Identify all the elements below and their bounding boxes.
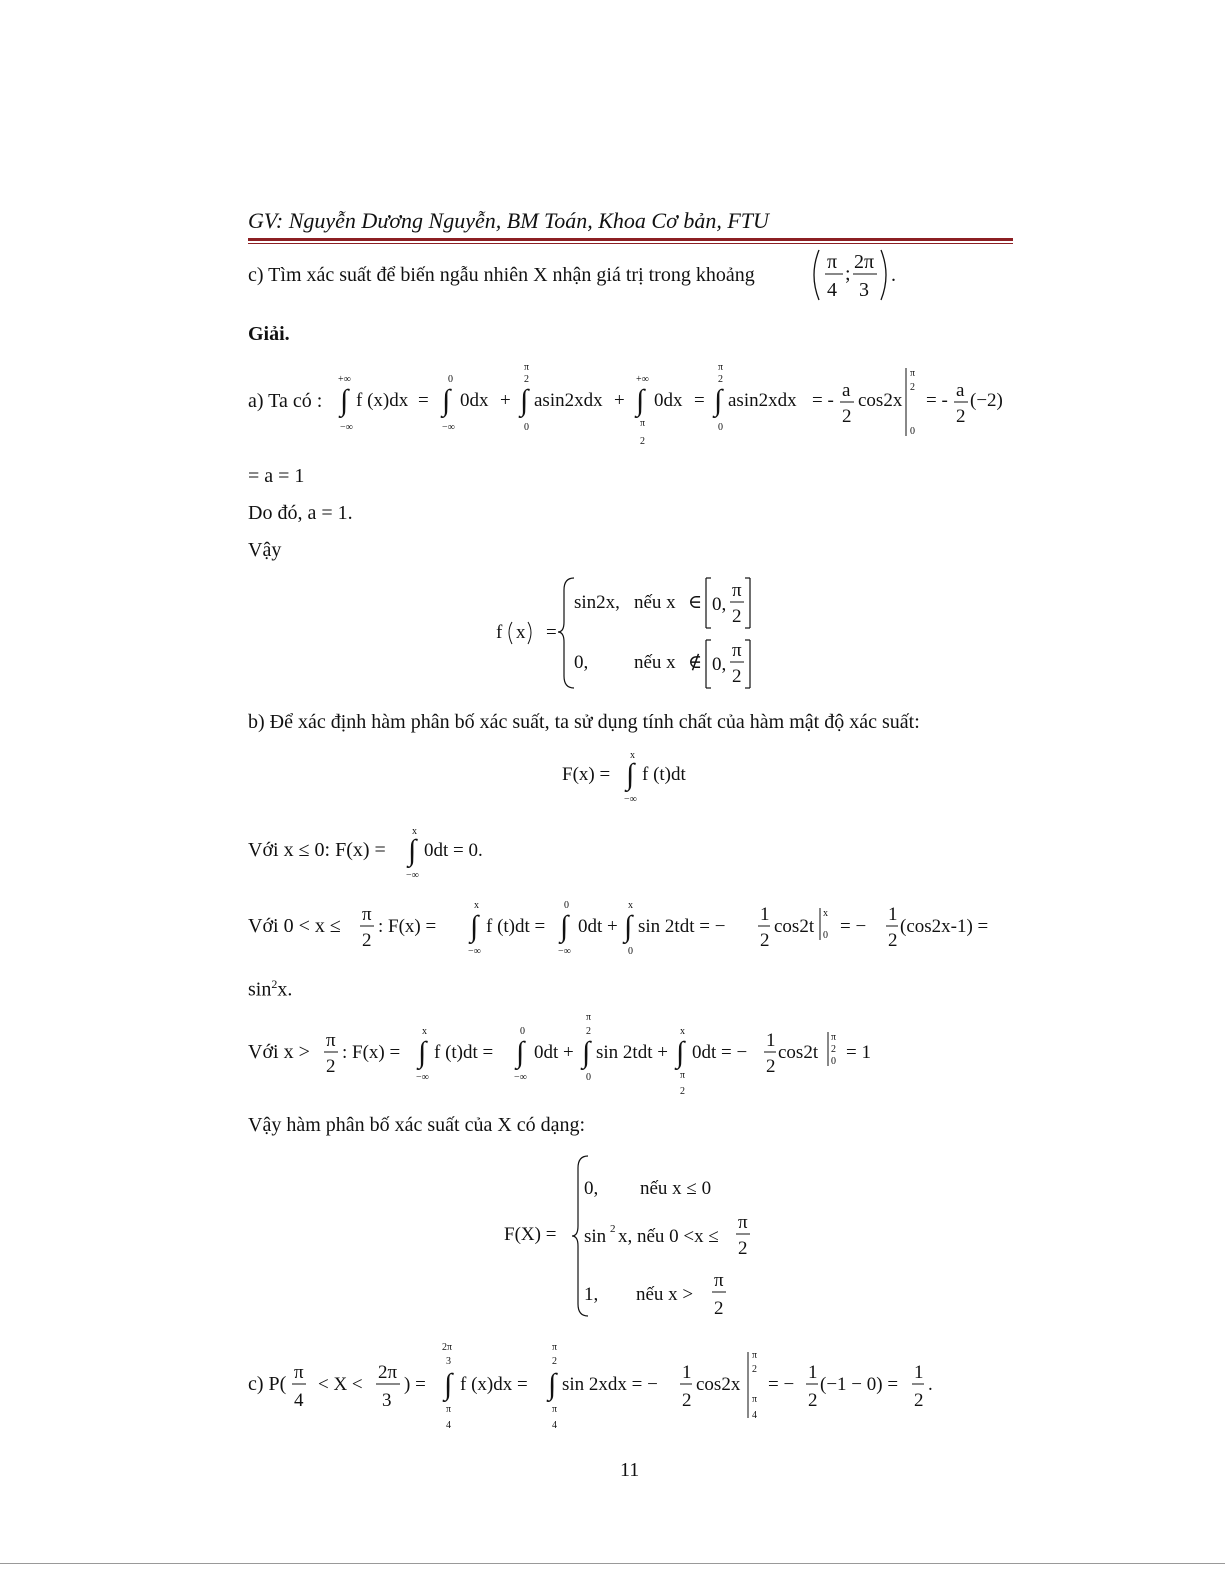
- svg-text:π: π: [446, 1404, 452, 1415]
- page-number: 11: [620, 1459, 640, 1481]
- svg-text:0: 0: [448, 374, 453, 385]
- svg-text:2: 2: [680, 1086, 685, 1097]
- header-rule: [248, 238, 1013, 241]
- svg-text:1: 1: [682, 1362, 692, 1383]
- svg-text:0,: 0,: [712, 654, 727, 675]
- svg-text:∫: ∫: [560, 910, 569, 943]
- svg-text:∫: ∫: [676, 1036, 685, 1069]
- svg-text:−∞: −∞: [406, 870, 419, 881]
- svg-text:f (t)dt =: f (t)dt =: [434, 1042, 494, 1063]
- svg-text:1: 1: [760, 904, 770, 925]
- svg-text:2: 2: [682, 1390, 692, 1411]
- svg-text:∉: ∉: [688, 652, 703, 673]
- svg-text:π: π: [831, 1032, 837, 1043]
- svg-text:2: 2: [760, 930, 770, 951]
- svg-text:∫: ∫: [418, 1036, 427, 1069]
- svg-text:∫: ∫: [520, 384, 529, 417]
- svg-text:x: x: [474, 900, 479, 911]
- svg-text:π: π: [732, 580, 742, 601]
- svg-text:+∞: +∞: [338, 374, 351, 385]
- problem-c-text: c) Tìm xác suất để biến ngẫu nhiên X nhận giá trị trong khoảng: [248, 264, 755, 286]
- svg-text:2: 2: [732, 606, 742, 627]
- svg-text:0: 0: [564, 900, 569, 911]
- cdf-case-2-result: $\sin^2x$.: [248, 977, 293, 1001]
- part-a-result: = a = 1: [248, 465, 305, 487]
- svg-text:x: x: [628, 900, 633, 911]
- svg-text:π: π: [362, 904, 372, 925]
- svg-text:0dx: 0dx: [460, 390, 489, 411]
- svg-text:π: π: [640, 418, 646, 429]
- svg-text:1: 1: [888, 904, 898, 925]
- svg-text:2: 2: [888, 930, 898, 951]
- svg-text:;: ;: [845, 263, 851, 285]
- svg-text:−∞: −∞: [340, 422, 353, 433]
- svg-text:π: π: [827, 251, 838, 273]
- svg-text:∫: ∫: [442, 384, 451, 417]
- svg-text:.: .: [928, 1374, 933, 1395]
- svg-text:π: π: [524, 362, 530, 373]
- svg-text:0dt = −: 0dt = −: [692, 1042, 748, 1063]
- svg-text:2: 2: [910, 382, 915, 393]
- svg-text:0dt +: 0dt +: [578, 916, 618, 937]
- solution-label: Giải.: [248, 323, 290, 345]
- svg-text:) =: ) =: [404, 1374, 426, 1395]
- svg-text:2: 2: [524, 374, 529, 385]
- svg-text:π: π: [752, 1350, 758, 1361]
- svg-text:2: 2: [552, 1356, 557, 1367]
- svg-text:< X <: < X <: [318, 1374, 363, 1395]
- svg-text:sin2x,: sin2x,: [574, 592, 620, 613]
- svg-text:π: π: [718, 362, 724, 373]
- part-c-equation: [248, 1336, 948, 1436]
- svg-text:x: x: [412, 826, 417, 837]
- svg-text:0,: 0,: [584, 1178, 599, 1199]
- svg-text:2: 2: [752, 1364, 757, 1375]
- svg-text:f (t)dt =: f (t)dt =: [486, 916, 546, 937]
- svg-text:2: 2: [714, 1298, 724, 1319]
- svg-text:0dx: 0dx: [654, 390, 683, 411]
- svg-text:0: 0: [831, 1056, 836, 1067]
- svg-text:2: 2: [831, 1044, 836, 1055]
- svg-text:4: 4: [752, 1410, 757, 1421]
- svg-text:π: π: [326, 1030, 336, 1051]
- svg-text:π: π: [294, 1362, 304, 1383]
- svg-text:2: 2: [586, 1026, 591, 1037]
- svg-text:+∞: +∞: [636, 374, 649, 385]
- svg-text:0dt = 0.: 0dt = 0.: [424, 840, 483, 861]
- svg-text:3: 3: [859, 279, 869, 301]
- svg-text:Với x >: Với x >: [248, 1041, 310, 1063]
- svg-text:∫: ∫: [624, 910, 633, 943]
- svg-text:π: π: [910, 368, 916, 379]
- svg-text:cos2t: cos2t: [774, 916, 815, 937]
- svg-text:−∞: −∞: [624, 794, 637, 805]
- svg-text:∫: ∫: [548, 1368, 557, 1401]
- svg-text:π: π: [586, 1012, 592, 1023]
- svg-text:0: 0: [628, 946, 633, 957]
- svg-text:−∞: −∞: [416, 1072, 429, 1083]
- cdf-definition: [558, 748, 718, 808]
- svg-text:2: 2: [362, 930, 372, 951]
- svg-text:π: π: [752, 1394, 758, 1405]
- svg-text:2: 2: [738, 1238, 748, 1259]
- svg-text:=: =: [418, 390, 429, 411]
- cdf-case-1: [248, 822, 548, 882]
- svg-text:∫: ∫: [340, 384, 349, 417]
- svg-text:0: 0: [718, 422, 723, 433]
- svg-text:sin 2tdt +: sin 2tdt +: [596, 1042, 668, 1063]
- cdf-piecewise: [500, 1150, 770, 1322]
- svg-text:0: 0: [586, 1072, 591, 1083]
- part-a-equation: [330, 360, 1020, 450]
- svg-text:Với x ≤ 0: F(x) =: Với x ≤ 0: F(x) =: [248, 839, 386, 861]
- svg-text:Với 0 < x ≤: Với 0 < x ≤: [248, 915, 341, 937]
- svg-text:cos2t: cos2t: [778, 1042, 819, 1063]
- svg-text:F(x) =: F(x) =: [562, 764, 611, 785]
- svg-text:−∞: −∞: [514, 1072, 527, 1083]
- svg-text:0,: 0,: [574, 652, 589, 673]
- svg-text:4: 4: [552, 1420, 557, 1431]
- svg-text:=: =: [546, 622, 557, 643]
- svg-text:cos2x: cos2x: [696, 1374, 741, 1395]
- svg-text:2: 2: [640, 436, 645, 447]
- svg-text:cos2x: cos2x: [858, 390, 903, 411]
- page-header: GV: Nguyễn Dương Nguyễn, BM Toán, Khoa Cơ bản, FTU: [248, 208, 769, 233]
- svg-text:a: a: [956, 380, 965, 401]
- svg-text:x: x: [422, 1026, 427, 1037]
- svg-text:f: f: [496, 622, 503, 643]
- cdf-case-2: [248, 896, 1018, 960]
- svg-text:∫: ∫: [636, 384, 645, 417]
- svg-text:π: π: [680, 1070, 686, 1081]
- svg-text:π: π: [552, 1404, 558, 1415]
- svg-text:nếu x >: nếu x >: [636, 1284, 694, 1305]
- svg-text:c) P(: c) P(: [248, 1373, 287, 1395]
- part-a-intro: a) Ta có :: [248, 390, 323, 412]
- svg-text:2: 2: [956, 406, 966, 427]
- svg-text:2π: 2π: [854, 251, 875, 273]
- svg-text:∫: ∫: [582, 1036, 591, 1069]
- problem-c-interval: [805, 244, 905, 306]
- svg-text:0dt +: 0dt +: [534, 1042, 574, 1063]
- svg-text:(−1 − 0) =: (−1 − 0) =: [820, 1374, 899, 1395]
- svg-text:1: 1: [808, 1362, 818, 1383]
- svg-text:: F(x) =: : F(x) =: [378, 916, 437, 937]
- svg-text:+: +: [614, 390, 625, 411]
- density-piecewise: [490, 572, 770, 694]
- svg-text:2π: 2π: [378, 1362, 398, 1383]
- svg-text:−∞: −∞: [558, 946, 571, 957]
- svg-text:2π: 2π: [442, 1342, 453, 1353]
- svg-text:0: 0: [520, 1026, 525, 1037]
- svg-text:1: 1: [914, 1362, 924, 1383]
- svg-text:f (x)dx: f (x)dx: [356, 390, 409, 411]
- svg-text:4: 4: [294, 1390, 304, 1411]
- svg-text:= -: = -: [812, 390, 834, 411]
- svg-text:0: 0: [524, 422, 529, 433]
- svg-text:−∞: −∞: [468, 946, 481, 957]
- svg-text:.: .: [891, 264, 896, 286]
- svg-text:∫: ∫: [516, 1036, 525, 1069]
- svg-text:sin: sin: [584, 1226, 607, 1247]
- svg-text:x, nếu 0 <x ≤: x, nếu 0 <x ≤: [618, 1226, 719, 1247]
- svg-text:0: 0: [823, 930, 828, 941]
- svg-text:2: 2: [718, 374, 723, 385]
- svg-text:nếu x: nếu x: [634, 652, 676, 673]
- svg-text:∫: ∫: [626, 758, 635, 791]
- svg-text:nếu x ≤ 0: nếu x ≤ 0: [640, 1178, 712, 1199]
- svg-text:π: π: [738, 1212, 748, 1233]
- cdf-summary: Vậy hàm phân bố xác suất của X có dạng:: [248, 1114, 586, 1136]
- svg-text:0: 0: [910, 426, 915, 437]
- svg-text:2: 2: [610, 1223, 616, 1235]
- svg-text:x: x: [680, 1026, 685, 1037]
- svg-text:∫: ∫: [408, 834, 417, 867]
- svg-text:= −: = −: [840, 916, 867, 937]
- svg-text:+: +: [500, 390, 511, 411]
- svg-text:asin2xdx: asin2xdx: [534, 390, 603, 411]
- svg-text:π: π: [732, 640, 742, 661]
- bottom-rule: [0, 1563, 1225, 1564]
- svg-text:=: =: [694, 390, 705, 411]
- svg-text:2: 2: [326, 1056, 336, 1077]
- svg-text:sin 2tdt = −: sin 2tdt = −: [638, 916, 726, 937]
- svg-text:F(X) =: F(X) =: [504, 1224, 557, 1245]
- svg-text:1: 1: [766, 1030, 776, 1051]
- svg-text:a: a: [842, 380, 851, 401]
- svg-text:−∞: −∞: [442, 422, 455, 433]
- svg-text:∈: ∈: [688, 592, 703, 613]
- svg-text:0,: 0,: [712, 594, 727, 615]
- svg-text:4: 4: [446, 1420, 451, 1431]
- svg-text:2: 2: [732, 666, 742, 687]
- svg-text:∫: ∫: [444, 1368, 453, 1401]
- svg-text:2: 2: [914, 1390, 924, 1411]
- svg-text:3: 3: [382, 1390, 392, 1411]
- svg-text:4: 4: [827, 279, 837, 301]
- svg-text:(−2): (−2): [970, 390, 1003, 411]
- svg-text:2: 2: [808, 1390, 818, 1411]
- svg-text:3: 3: [446, 1356, 451, 1367]
- svg-text:x: x: [516, 622, 526, 643]
- svg-text:π: π: [714, 1270, 724, 1291]
- part-b-intro: b) Để xác định hàm phân bố xác suất, ta sử dụng tính chất của hàm mật độ xác suất:: [248, 711, 920, 733]
- svg-text:nếu x: nếu x: [634, 592, 676, 613]
- part-a-so: Vậy: [248, 539, 282, 561]
- part-a-conclusion: Do đó, a = 1.: [248, 502, 353, 524]
- svg-text:sin 2xdx = −: sin 2xdx = −: [562, 1374, 658, 1395]
- svg-text:: F(x) =: : F(x) =: [342, 1042, 401, 1063]
- svg-text:asin2xdx: asin2xdx: [728, 390, 797, 411]
- svg-text:2: 2: [766, 1056, 776, 1077]
- svg-text:2: 2: [842, 406, 852, 427]
- svg-text:∫: ∫: [714, 384, 723, 417]
- svg-text:= -: = -: [926, 390, 948, 411]
- svg-text:f (t)dt: f (t)dt: [642, 764, 686, 785]
- svg-text:= −: = −: [768, 1374, 795, 1395]
- svg-text:π: π: [552, 1342, 558, 1353]
- svg-text:x: x: [630, 750, 635, 761]
- svg-text:1,: 1,: [584, 1284, 599, 1305]
- cdf-case-3: [248, 1010, 888, 1100]
- svg-text:∫: ∫: [470, 910, 479, 943]
- svg-text:= 1: = 1: [846, 1042, 871, 1063]
- svg-text:f (x)dx =: f (x)dx =: [460, 1374, 528, 1395]
- svg-text:(cos2x-1) =: (cos2x-1) =: [900, 916, 989, 937]
- svg-text:x: x: [823, 908, 828, 919]
